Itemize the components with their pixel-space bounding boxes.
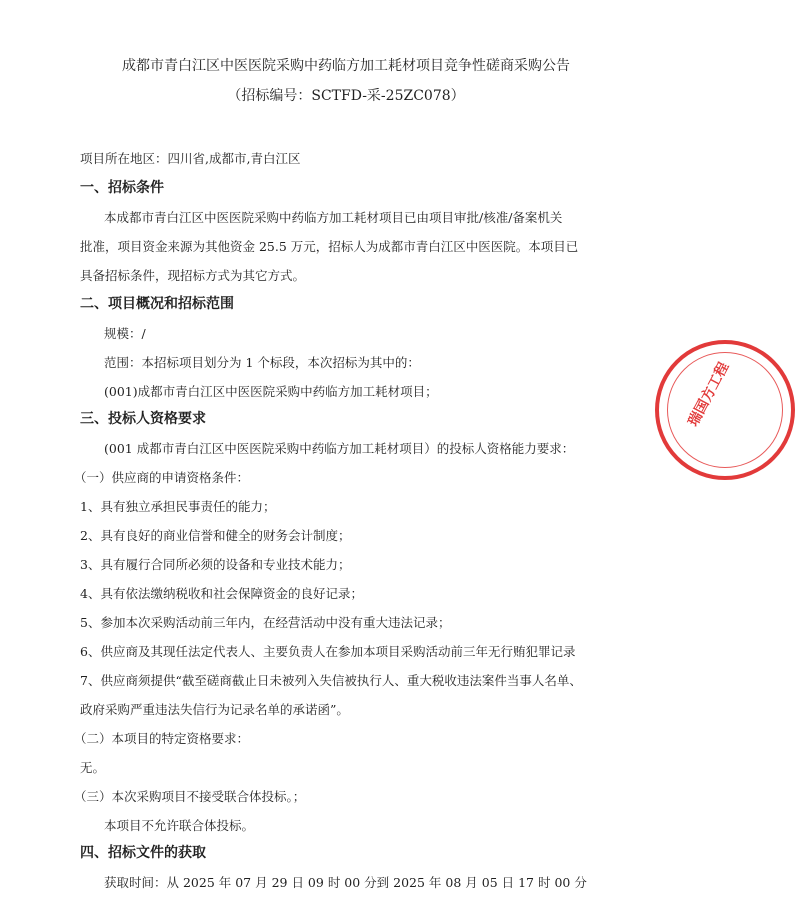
- specific-qualification-value: 无。: [80, 760, 106, 775]
- qualification-item: 6、供应商及其现任法定代表人、主要负责人在参加本项目采购活动前三年无行贿犯罪记录: [80, 644, 576, 659]
- section-4-heading: 四、招标文件的获取: [80, 845, 206, 861]
- qualification-sub-heading-2: （二）本项目的特定资格要求：: [74, 731, 250, 746]
- qualification-item: 2、具有良好的商业信誉和健全的财务会计制度；: [80, 528, 351, 543]
- document-title: 成都市青白江区中医医院采购中药临方加工耗材项目竞争性磋商采购公告: [122, 58, 570, 74]
- section-2-heading: 二、项目概况和招标范围: [80, 296, 234, 312]
- project-scale: 规模：/: [104, 326, 146, 341]
- section-3-heading: 三、投标人资格要求: [80, 411, 206, 427]
- qualification-item-continued: 政府采购严重违法失信行为记录名单的承诺函”。: [80, 702, 349, 717]
- section-1-heading: 一、招标条件: [80, 180, 164, 196]
- project-location: 项目所在地区：四川省,成都市,青白江区: [80, 151, 301, 166]
- section-1-paragraph-line-2: 批准，项目资金来源为其他资金 25.5 万元，招标人为成都市青白江区中医医院。本项目已: [80, 239, 579, 254]
- qualification-item: 1、具有独立承担民事责任的能力；: [80, 499, 276, 514]
- section-1-paragraph-line-1: 本成都市青白江区中医医院采购中药临方加工耗材项目已由项目审批/核准/备案机关: [104, 210, 563, 225]
- seal-text: 瑞国方工程: [685, 359, 733, 430]
- qualification-sub-heading-3: （三）本次采购项目不接受联合体投标。；: [74, 789, 306, 804]
- official-seal: [655, 340, 795, 480]
- project-lot: (001)成都市青白江区中医医院采购中药临方加工耗材项目；: [104, 384, 438, 399]
- document-acquisition-time: 获取时间：从 2025 年 07 月 29 日 09 时 00 分到 2025 年 08 月 05 日 17 时 00 分: [104, 875, 587, 890]
- section-1-paragraph-line-3: 具备招标条件，现招标方式为其它方式。: [80, 268, 306, 283]
- bid-number: （招标编号：SCTFD-采-25ZC078）: [227, 88, 465, 104]
- qualification-item: 7、供应商须提供“截至磋商截止日未被列入失信被执行人、重大税收违法案件当事人名单、: [80, 673, 582, 688]
- qualification-sub-heading-1: （一）供应商的申请资格条件：: [74, 470, 250, 485]
- project-scope: 范围：本招标项目划分为 1 个标段，本次招标为其中的：: [104, 355, 420, 370]
- qualification-item: 3、具有履行合同所必须的设备和专业技术能力；: [80, 557, 351, 572]
- qualification-intro: (001 成都市青白江区中医医院采购中药临方加工耗材项目）的投标人资格能力要求：: [104, 441, 575, 456]
- qualification-item: 4、具有依法缴纳税收和社会保障资金的良好记录；: [80, 586, 363, 601]
- qualification-item: 5、参加本次采购活动前三年内，在经营活动中没有重大违法记录；: [80, 615, 451, 630]
- consortium-statement: 本项目不允许联合体投标。: [104, 818, 255, 833]
